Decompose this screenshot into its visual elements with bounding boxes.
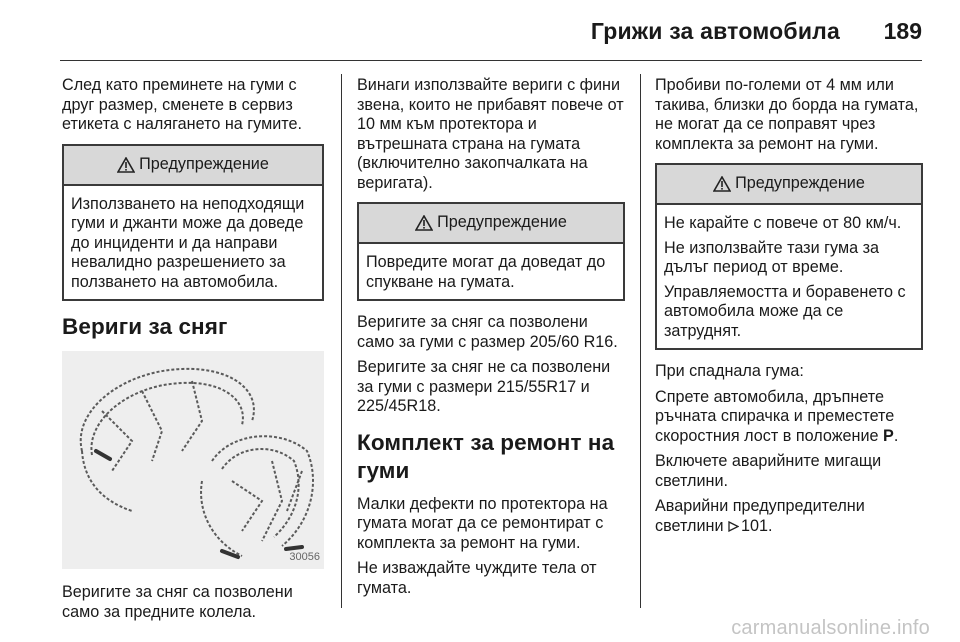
warning-title: Предупреждение: [139, 154, 269, 173]
warning-triangle-icon: [713, 176, 731, 192]
warning-body: [657, 205, 921, 348]
warning-text: Повредите могат да доведат до спукване на гумата.: [366, 253, 606, 291]
paragraph-intro: След като преминете на гуми с друг размер, сменете в сервиз етикета с налягането на гумите.: [62, 76, 302, 133]
paragraph-not-allowed-size: Веригите за сняг не са позволени за гуми с размери 215/55R17 и 225/45R18.: [357, 358, 611, 415]
figure-caption: Веригите за сняг са позволени само за предните колела.: [62, 583, 293, 621]
page-number: 189: [883, 18, 922, 44]
watermark: carmanualsonline.info: [731, 617, 930, 639]
paragraph-foreign-objects: Не изваждайте чуждите тела от гумата.: [357, 559, 597, 597]
warning-box-2: [357, 202, 625, 301]
paragraph-flat-tyre: При спаднала гума:: [655, 362, 804, 380]
figure-number: 30056: [289, 550, 320, 563]
steps-text-end: .: [893, 426, 899, 445]
cross-reference-text: Аварийни предупредителни светлини: [655, 497, 865, 535]
warning-box-3: [655, 163, 923, 350]
header-rule: [60, 60, 922, 61]
paragraph-chain-usage: Винаги използвайте вериги с фини звена, които не прибавят повече от 10 мм към протектора и вътрешната страна на гумата (включително закопчалката на веригата).: [357, 76, 624, 192]
warning-text-duration: Не използвайте тази гума за дълъг период от време.: [664, 238, 880, 276]
cross-reference-arrow-icon: [728, 521, 739, 532]
column-1: [62, 76, 324, 628]
warning-text: Използването на неподходящи гуми и джанти може да доведе до инциденти и да направи невалидно разрешението за ползването на автомобила.: [71, 194, 305, 291]
warning-header: [657, 165, 921, 205]
warning-triangle-icon: [415, 215, 433, 231]
gear-position-p: P: [883, 426, 894, 445]
paragraph-hazard-lights: Включете аварийните мигащи светлини.: [655, 452, 882, 490]
paragraph-repair-kit: Малки дефекти по протектора на гумата могат да се ремонтират с комплекта за ремонт на гуми.: [357, 494, 608, 552]
warning-body: [64, 186, 322, 300]
warning-text-handling: Управляемостта и боравенето с автомобила може да се затруднят.: [664, 282, 906, 340]
warning-title: Предупреждение: [437, 213, 567, 232]
warning-body: [359, 244, 623, 299]
warning-header: [359, 204, 623, 244]
column-divider-1: [341, 74, 342, 608]
cross-reference-page[interactable]: 101.: [741, 516, 773, 535]
paragraph-cross-reference: [655, 497, 923, 536]
warning-header: [64, 146, 322, 186]
snow-chains-illustration: [62, 351, 324, 569]
page-title: Грижи за автомобила: [590, 18, 840, 44]
column-3: [655, 76, 923, 542]
warning-box-1: [62, 144, 324, 302]
section-heading-snow-chains: Вериги за сняг: [62, 314, 228, 339]
paragraph-allowed-size: Веригите за сняг са позволени само за гуми с размер 205/60 R16.: [357, 313, 618, 351]
column-divider-2: [640, 74, 641, 608]
column-2: [357, 76, 625, 604]
snow-chains-figure: [62, 351, 324, 569]
warning-triangle-icon: [117, 157, 135, 173]
paragraph-large-punctures: Пробиви по-големи от 4 мм или такива, близки до борда на гумата, не могат да се поправят чрез комплекта за ремонт на гуми.: [655, 76, 919, 153]
page-header: [0, 0, 960, 62]
paragraph-stop-steps: [655, 388, 923, 447]
warning-text-speed: Не карайте с повече от 80 км/ч.: [664, 214, 902, 232]
steps-text: Спрете автомобила, дръпнете ръчната спирачка и преместете скоростния лост в положение: [655, 387, 895, 445]
section-heading-repair-kit: Комплект за ремонт на гуми: [357, 429, 615, 483]
warning-title: Предупреждение: [735, 174, 865, 193]
